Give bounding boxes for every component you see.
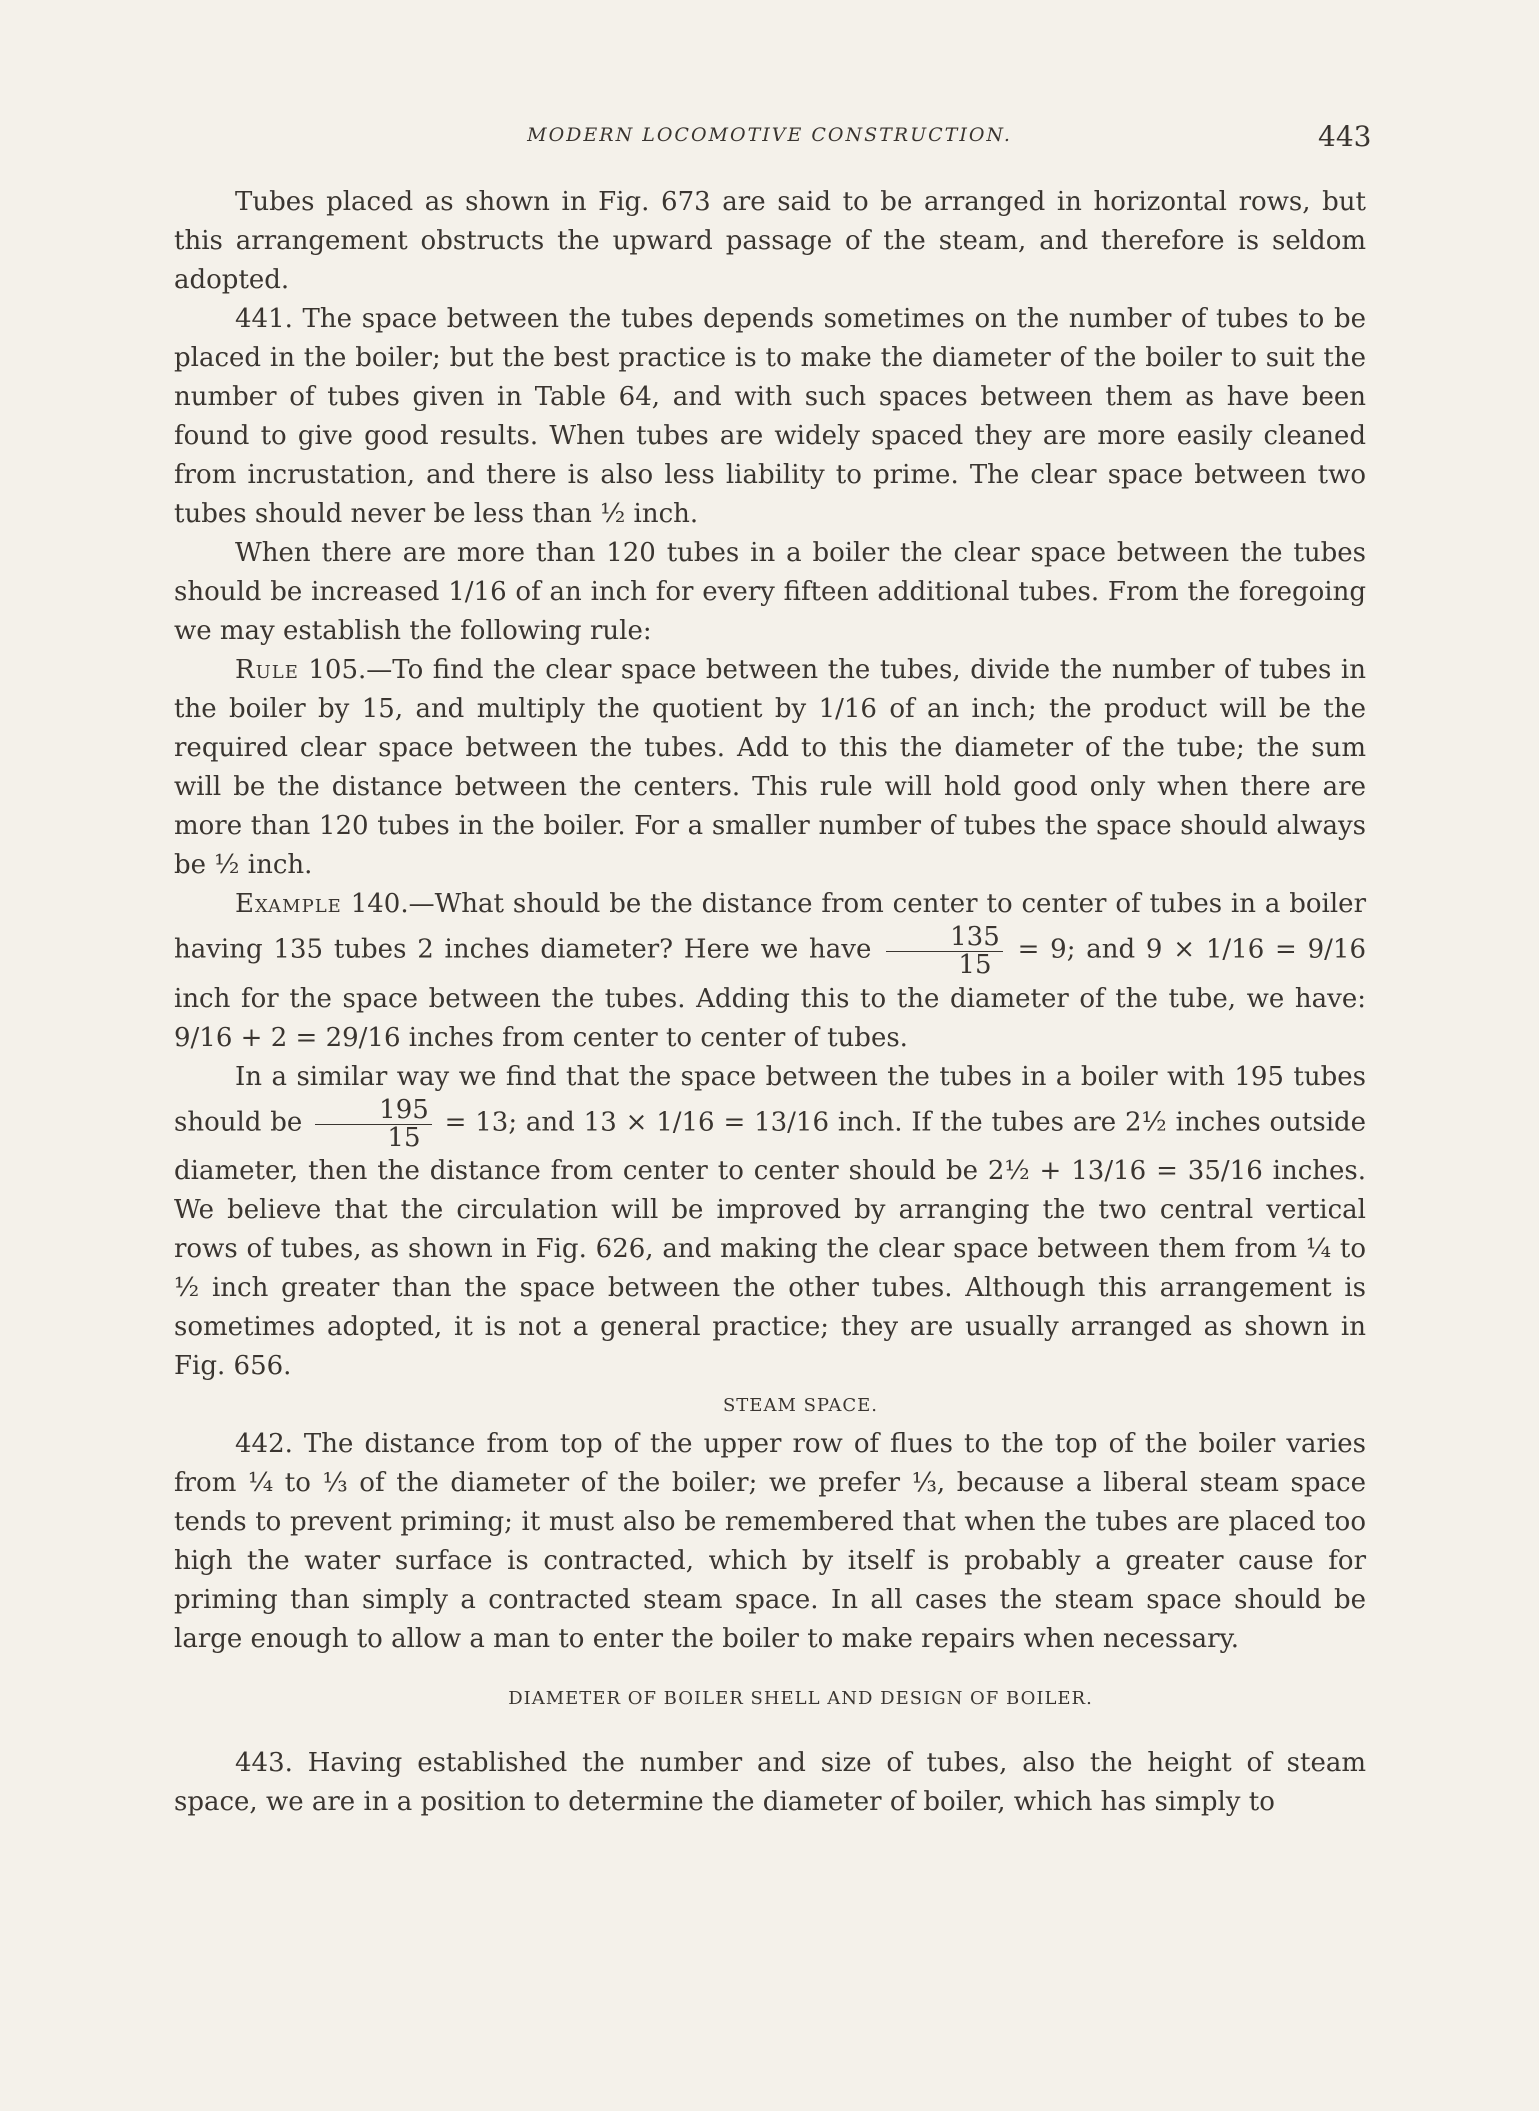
text: 140.—What should be the distance from center to center of tubes in a boiler having 135 tubes 2 inches diameter? Here we have	[174, 889, 1366, 965]
section-heading-steam-space: STEAM SPACE.	[722, 1395, 879, 1417]
text: 105.—To find the clear space between the tubes, divide the number of tubes in the boiler by 15, and multiply the quotient by	[174, 655, 1366, 724]
paragraph-441: 441. The space between the tubes depends sometimes on the number of tubes to be placed in the boiler; but the best practice is to make the diameter of the boiler to suit the number of tubes given in Table 64, and with such spaces between them as have been found to give good results. When tubes are widely spaced they are more easily cleaned from incrustation, and there is also less liability to prime. The clear space between two tubes should never be less than ½ inch.	[174, 304, 1366, 529]
paragraph-example-140	[174, 885, 1366, 1058]
text: inches. We believe that the circulation will be improved by arranging the two central vertical rows of tubes, as shown in Fig. 626, and making the clear space between them from ¼ to ½ inch greater than the space between the other tubes. Although this arrangement is sometimes adopted, it is not a general practice; they are usually arranged as shown in Fig. 656.	[174, 1156, 1367, 1382]
page-number: 443	[1318, 120, 1372, 153]
fraction: 5/16	[1204, 1156, 1263, 1187]
text: = 9; and 9 ×	[1017, 934, 1196, 965]
denominator: 15	[387, 1122, 421, 1153]
text: =	[1275, 934, 1297, 965]
text: + 2 = 2	[240, 1022, 343, 1053]
fraction: 9/16	[342, 1022, 401, 1053]
paragraph-rule-105	[174, 651, 1366, 885]
text: of an inch for every fifteen additional tubes. From the foregoing we may establish the following rule:	[174, 577, 1366, 646]
text: =	[723, 1107, 746, 1138]
fraction: 13/16	[754, 1107, 830, 1138]
paragraph-442: 442. The distance from top of the upper row of flues to the top of the boiler varies from ¼ to ⅓ of the diameter of the boiler; we prefer ⅓, because a liberal steam space tends to prevent priming; it must also be remembered that when the tubes are placed too high the water surface is contracted, which by itself is probably a greater cause for priming than simply a contracted steam space. In all cases the steam space should be large enough to allow a man to enter the boiler to make repairs when necessary.	[174, 1429, 1366, 1655]
paragraph-tubes-rows: Tubes placed as shown in Fig. 673 are said to be arranged in horizontal rows, but this arrangement obstructs the upward passage of the steam, and therefore is seldom adopted.	[174, 187, 1366, 295]
fraction: 9/16	[1307, 934, 1367, 965]
fraction: 1/16	[1205, 934, 1265, 965]
fraction-135-15	[886, 924, 1003, 980]
body-text	[174, 183, 1366, 1822]
running-title: MODERN LOCOMOTIVE CONSTRUCTION.	[527, 124, 1012, 146]
text: In a similar way we find that the space between the tubes in a boiler with 195 tubes should be	[174, 1061, 1366, 1138]
text: inch for the space between the tubes. Adding this to the diameter of the tube, we have:	[174, 983, 1366, 1014]
numerator: 135	[886, 924, 1003, 952]
numerator: 195	[315, 1097, 432, 1125]
denominator: 15	[958, 950, 992, 981]
section-heading-boiler-shell: DIAMETER OF BOILER SHELL AND DESIGN OF BOILER.	[508, 1688, 1093, 1710]
rule-label: Rule	[235, 655, 299, 685]
text: = 13; and 13 ×	[444, 1107, 648, 1138]
running-header	[0, 118, 1539, 158]
fraction: 9/16	[174, 1022, 233, 1053]
example-label: Example	[235, 889, 342, 919]
text: of an inch; the product will be the required clear space between the tubes. Add to this the diameter of the tube; the sum will be the distance between the centers. This rule will hold good only when there are more than 120 tubes in the boiler. For a smaller number of tubes the space should always be ½ inch.	[174, 694, 1366, 880]
paragraph-443: 443. Having established the number and size of tubes, also the height of steam space, we are in a position to determine the diameter of boiler, which has simply to	[174, 1748, 1366, 1818]
text: inches from center to center of tubes.	[408, 1022, 908, 1053]
fraction: 1/16	[818, 694, 877, 724]
paragraph-tube-spacing	[174, 534, 1366, 651]
text: When there are more than 120 tubes in a boiler the clear space between the tubes should be increased	[174, 538, 1366, 607]
paragraph-195-tubes	[174, 1058, 1366, 1387]
fraction: 1/16	[656, 1107, 715, 1138]
fraction: 1/16	[448, 577, 507, 607]
text: = 3	[1156, 1156, 1205, 1187]
fraction-195-15	[315, 1094, 432, 1153]
text: inch. If the tubes are 2½ inches outside diameter, then the distance from center to center should be 2½ +	[174, 1107, 1367, 1187]
fraction: 13/16	[1071, 1156, 1147, 1187]
